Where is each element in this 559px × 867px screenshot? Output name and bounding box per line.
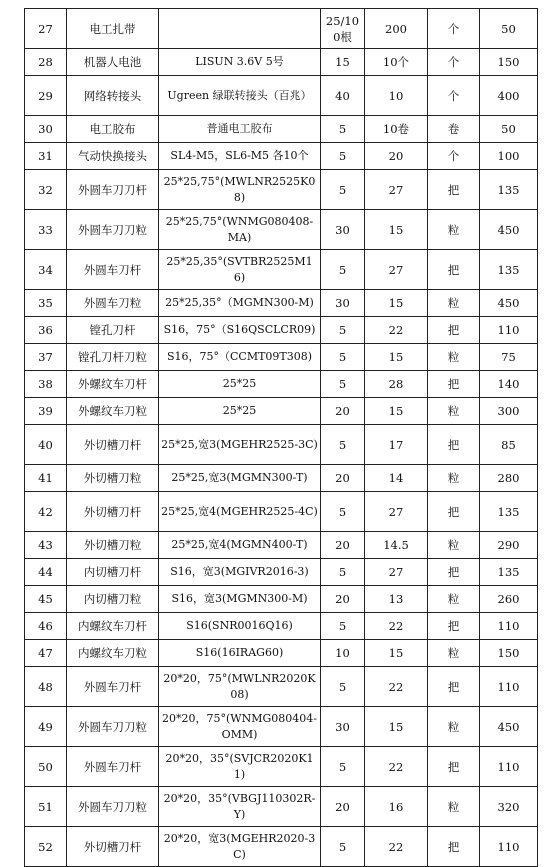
total-cell: 290 (480, 532, 538, 559)
row-number-cell: 46 (25, 613, 67, 640)
total-cell: 150 (480, 640, 538, 667)
unit-cell: 粒 (428, 586, 480, 613)
spec-cell: 20*20，宽3(MGEHR2020-3C) (159, 827, 321, 867)
table-row (25, 170, 538, 210)
row-number-cell: 38 (25, 371, 67, 398)
total-cell: 110 (480, 613, 538, 640)
row-number-cell: 42 (25, 492, 67, 532)
table-row (25, 559, 538, 586)
quantity-cell: 5 (321, 250, 365, 290)
table-body (25, 9, 538, 867)
quantity-cell: 5 (321, 344, 365, 371)
row-number-cell: 43 (25, 532, 67, 559)
unit-cell: 粒 (428, 532, 480, 559)
item-name-cell: 外圆车刀刀粒 (67, 210, 159, 250)
table-row (25, 290, 538, 317)
item-name-cell: 网络转接头 (67, 76, 159, 116)
unit-cell: 把 (428, 492, 480, 532)
price-cell: 15 (365, 290, 428, 317)
item-name-cell: 镗孔刀杆 (67, 317, 159, 344)
total-cell: 150 (480, 49, 538, 76)
unit-cell: 个 (428, 9, 480, 49)
row-number-cell: 33 (25, 210, 67, 250)
unit-cell: 粒 (428, 398, 480, 425)
quantity-cell: 5 (321, 559, 365, 586)
table-row (25, 707, 538, 747)
price-cell: 15 (365, 398, 428, 425)
row-number-cell: 41 (25, 465, 67, 492)
item-name-cell: 外切槽刀杆 (67, 827, 159, 867)
spec-cell: 20*20，75°(MWLNR2020K08) (159, 667, 321, 707)
item-name-cell: 镗孔刀杆刀粒 (67, 344, 159, 371)
row-number-cell: 45 (25, 586, 67, 613)
unit-cell: 个 (428, 76, 480, 116)
total-cell: 400 (480, 76, 538, 116)
price-cell: 22 (365, 317, 428, 344)
total-cell: 110 (480, 747, 538, 787)
spec-cell: S16，75°（S16QSCLCR09) (159, 317, 321, 344)
price-cell: 22 (365, 613, 428, 640)
item-name-cell: 外圆车刀杆 (67, 747, 159, 787)
price-cell: 28 (365, 371, 428, 398)
quantity-cell: 20 (321, 532, 365, 559)
item-name-cell: 外圆车刀刀粒 (67, 707, 159, 747)
spec-cell: Ugreen 绿联转接头（百兆） (159, 76, 321, 116)
price-cell: 200 (365, 9, 428, 49)
unit-cell: 粒 (428, 640, 480, 667)
table-row (25, 9, 538, 49)
total-cell: 110 (480, 827, 538, 867)
item-name-cell: 外切槽刀杆 (67, 492, 159, 532)
unit-cell: 粒 (428, 707, 480, 747)
row-number-cell: 32 (25, 170, 67, 210)
unit-cell: 把 (428, 559, 480, 586)
spec-cell: 25*25,75°(MWLNR2525K08) (159, 170, 321, 210)
table-row (25, 76, 538, 116)
quantity-cell: 30 (321, 290, 365, 317)
spec-cell: 25*25,宽3(MGMN300-T) (159, 465, 321, 492)
unit-cell: 把 (428, 747, 480, 787)
quantity-cell: 5 (321, 747, 365, 787)
price-cell: 15 (365, 640, 428, 667)
row-number-cell: 27 (25, 9, 67, 49)
price-cell: 27 (365, 492, 428, 532)
quantity-cell: 40 (321, 76, 365, 116)
materials-table (24, 8, 538, 867)
total-cell: 135 (480, 250, 538, 290)
price-cell: 17 (365, 425, 428, 465)
price-cell: 10个 (365, 49, 428, 76)
row-number-cell: 36 (25, 317, 67, 344)
unit-cell: 粒 (428, 210, 480, 250)
total-cell: 320 (480, 787, 538, 827)
spec-cell: 25*25,75°(WNMG080408-MA) (159, 210, 321, 250)
table-row (25, 613, 538, 640)
row-number-cell: 37 (25, 344, 67, 371)
row-number-cell: 29 (25, 76, 67, 116)
row-number-cell: 50 (25, 747, 67, 787)
spec-cell: S16，宽3(MGIVR2016-3) (159, 559, 321, 586)
price-cell: 22 (365, 667, 428, 707)
quantity-cell: 5 (321, 492, 365, 532)
unit-cell: 把 (428, 827, 480, 867)
spec-cell: 25*25 (159, 398, 321, 425)
row-number-cell: 51 (25, 787, 67, 827)
price-cell: 14 (365, 465, 428, 492)
spec-cell: 25*25,宽3(MGEHR2525-3C) (159, 425, 321, 465)
price-cell: 22 (365, 747, 428, 787)
item-name-cell: 外圆车刀杆 (67, 667, 159, 707)
unit-cell: 卷 (428, 116, 480, 143)
spec-cell: 25*25,宽4(MGEHR2525-4C) (159, 492, 321, 532)
table-row (25, 425, 538, 465)
unit-cell: 粒 (428, 465, 480, 492)
table-row (25, 640, 538, 667)
quantity-cell: 25/100根 (321, 9, 365, 49)
item-name-cell: 机器人电池 (67, 49, 159, 76)
quantity-cell: 5 (321, 667, 365, 707)
total-cell: 300 (480, 398, 538, 425)
table-row (25, 250, 538, 290)
spec-cell: S16，宽3(MGMN300-M) (159, 586, 321, 613)
quantity-cell: 20 (321, 398, 365, 425)
price-cell: 27 (365, 170, 428, 210)
table-row (25, 747, 538, 787)
quantity-cell: 10 (321, 640, 365, 667)
row-number-cell: 28 (25, 49, 67, 76)
total-cell: 75 (480, 344, 538, 371)
price-cell: 10卷 (365, 116, 428, 143)
table-row (25, 465, 538, 492)
unit-cell: 把 (428, 250, 480, 290)
price-cell: 15 (365, 210, 428, 250)
quantity-cell: 15 (321, 49, 365, 76)
price-cell: 15 (365, 707, 428, 747)
quantity-cell: 20 (321, 586, 365, 613)
row-number-cell: 40 (25, 425, 67, 465)
unit-cell: 把 (428, 667, 480, 707)
item-name-cell: 外螺纹车刀粒 (67, 398, 159, 425)
spec-cell: 25*25,35°(SVTBR2525M16) (159, 250, 321, 290)
total-cell: 135 (480, 492, 538, 532)
unit-cell: 粒 (428, 290, 480, 317)
unit-cell: 把 (428, 371, 480, 398)
spec-cell (159, 9, 321, 49)
spec-cell: S16(16IRAG60) (159, 640, 321, 667)
item-name-cell: 外切槽刀粒 (67, 465, 159, 492)
total-cell: 110 (480, 667, 538, 707)
spec-cell: S16，75°（CCMT09T308) (159, 344, 321, 371)
quantity-cell: 5 (321, 143, 365, 170)
unit-cell: 把 (428, 317, 480, 344)
quantity-cell: 5 (321, 317, 365, 344)
row-number-cell: 47 (25, 640, 67, 667)
spec-cell: 25*25,宽4(MGMN400-T) (159, 532, 321, 559)
spec-cell: 25*25,35°（MGMN300-M) (159, 290, 321, 317)
item-name-cell: 外圆车刀杆 (67, 250, 159, 290)
item-name-cell: 电工扎带 (67, 9, 159, 49)
quantity-cell: 30 (321, 210, 365, 250)
row-number-cell: 35 (25, 290, 67, 317)
total-cell: 450 (480, 290, 538, 317)
price-cell: 10 (365, 76, 428, 116)
spec-cell: 20*20，35°(VBGJ110302R-Y) (159, 787, 321, 827)
quantity-cell: 5 (321, 170, 365, 210)
item-name-cell: 外切槽刀粒 (67, 532, 159, 559)
total-cell: 135 (480, 170, 538, 210)
table-row (25, 398, 538, 425)
item-name-cell: 外切槽刀杆 (67, 425, 159, 465)
total-cell: 110 (480, 317, 538, 344)
price-cell: 16 (365, 787, 428, 827)
price-cell: 27 (365, 250, 428, 290)
item-name-cell: 电工胶布 (67, 116, 159, 143)
total-cell: 450 (480, 707, 538, 747)
row-number-cell: 44 (25, 559, 67, 586)
spec-cell: 25*25 (159, 371, 321, 398)
quantity-cell: 5 (321, 371, 365, 398)
spec-cell: LISUN 3.6V 5号 (159, 49, 321, 76)
table-row (25, 210, 538, 250)
row-number-cell: 30 (25, 116, 67, 143)
item-name-cell: 内螺纹车刀杆 (67, 613, 159, 640)
item-name-cell: 内切槽刀杆 (67, 559, 159, 586)
price-cell: 22 (365, 827, 428, 867)
total-cell: 260 (480, 586, 538, 613)
item-name-cell: 气动快换接头 (67, 143, 159, 170)
item-name-cell: 外圆车刀粒 (67, 290, 159, 317)
table-row (25, 371, 538, 398)
unit-cell: 把 (428, 425, 480, 465)
spec-cell: 20*20，35°(SVJCR2020K11) (159, 747, 321, 787)
total-cell: 450 (480, 210, 538, 250)
table-row (25, 667, 538, 707)
table-row (25, 827, 538, 867)
total-cell: 135 (480, 559, 538, 586)
spec-cell: 普通电工胶布 (159, 116, 321, 143)
unit-cell: 粒 (428, 344, 480, 371)
table-row (25, 492, 538, 532)
item-name-cell: 外螺纹车刀杆 (67, 371, 159, 398)
table-row (25, 586, 538, 613)
total-cell: 85 (480, 425, 538, 465)
total-cell: 100 (480, 143, 538, 170)
spec-cell: S16(SNR0016Q16) (159, 613, 321, 640)
price-cell: 20 (365, 143, 428, 170)
unit-cell: 把 (428, 170, 480, 210)
item-name-cell: 外圆车刀刀杆 (67, 170, 159, 210)
unit-cell: 个 (428, 49, 480, 76)
table-row (25, 143, 538, 170)
unit-cell: 把 (428, 613, 480, 640)
item-name-cell: 内切槽刀粒 (67, 586, 159, 613)
total-cell: 50 (480, 9, 538, 49)
quantity-cell: 20 (321, 787, 365, 827)
total-cell: 140 (480, 371, 538, 398)
row-number-cell: 34 (25, 250, 67, 290)
unit-cell: 粒 (428, 787, 480, 827)
item-name-cell: 内螺纹车刀粒 (67, 640, 159, 667)
spec-cell: SL4-M5，SL6-M5 各10个 (159, 143, 321, 170)
price-cell: 15 (365, 344, 428, 371)
quantity-cell: 5 (321, 827, 365, 867)
unit-cell: 个 (428, 143, 480, 170)
quantity-cell: 5 (321, 425, 365, 465)
price-cell: 27 (365, 559, 428, 586)
row-number-cell: 49 (25, 707, 67, 747)
total-cell: 280 (480, 465, 538, 492)
quantity-cell: 5 (321, 116, 365, 143)
table-row (25, 49, 538, 76)
table-row (25, 344, 538, 371)
price-cell: 13 (365, 586, 428, 613)
row-number-cell: 48 (25, 667, 67, 707)
spec-cell: 20*20，75°(WNMG080404-OMM) (159, 707, 321, 747)
quantity-cell: 30 (321, 707, 365, 747)
row-number-cell: 52 (25, 827, 67, 867)
row-number-cell: 39 (25, 398, 67, 425)
table-row (25, 532, 538, 559)
table-row (25, 116, 538, 143)
quantity-cell: 20 (321, 465, 365, 492)
table-row (25, 787, 538, 827)
quantity-cell: 5 (321, 613, 365, 640)
item-name-cell: 外圆车刀刀粒 (67, 787, 159, 827)
table-row (25, 317, 538, 344)
total-cell: 50 (480, 116, 538, 143)
row-number-cell: 31 (25, 143, 67, 170)
price-cell: 14.5 (365, 532, 428, 559)
